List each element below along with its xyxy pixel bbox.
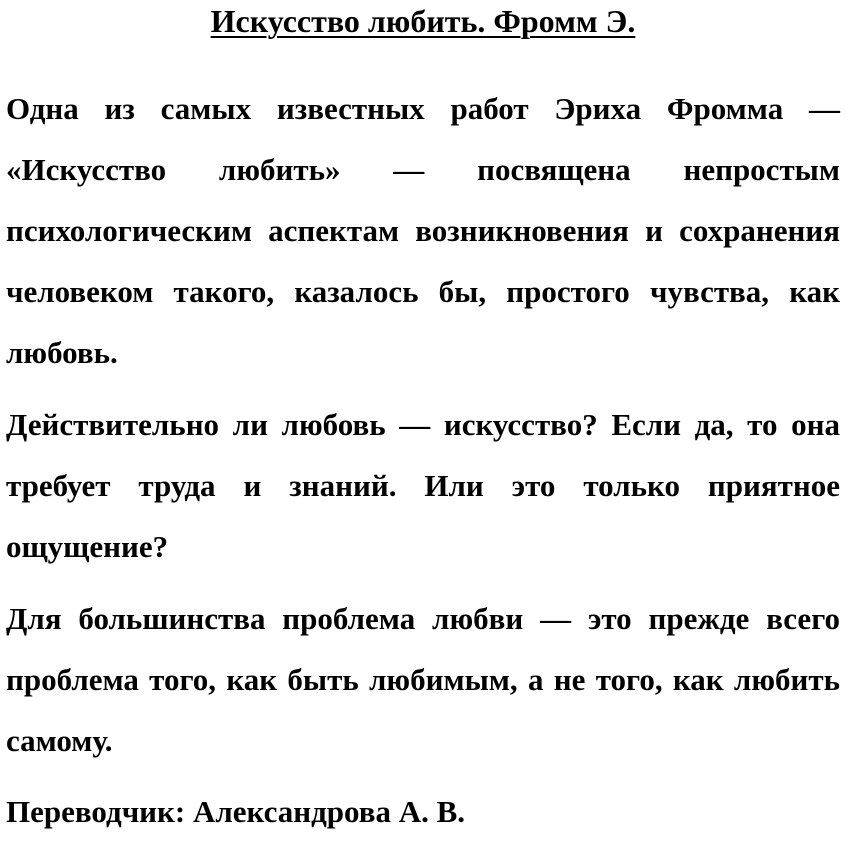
paragraph-question: Действительно ли любовь — искусство? Если да, то она требует труда и знаний. Или это только приятное ощущение? (6, 407, 840, 564)
paragraph-problem: Для большинства проблема любви — это прежде всего проблема того, как быть любимым, а не того, как любить самому. (6, 601, 840, 758)
paragraph-intro: Одна из самых известных работ Эриха Фромма — «Искусство любить» — посвящена непростым психологическим аспектам возникновения и сохранения человеком такого, казалось бы, простого чувства, как любовь. (6, 91, 840, 370)
document-page (6, 0, 840, 842)
translator-credit: Переводчик: Александрова А. В. (6, 794, 466, 829)
document-title: Искусство любить. Фромм Э. (210, 3, 636, 39)
